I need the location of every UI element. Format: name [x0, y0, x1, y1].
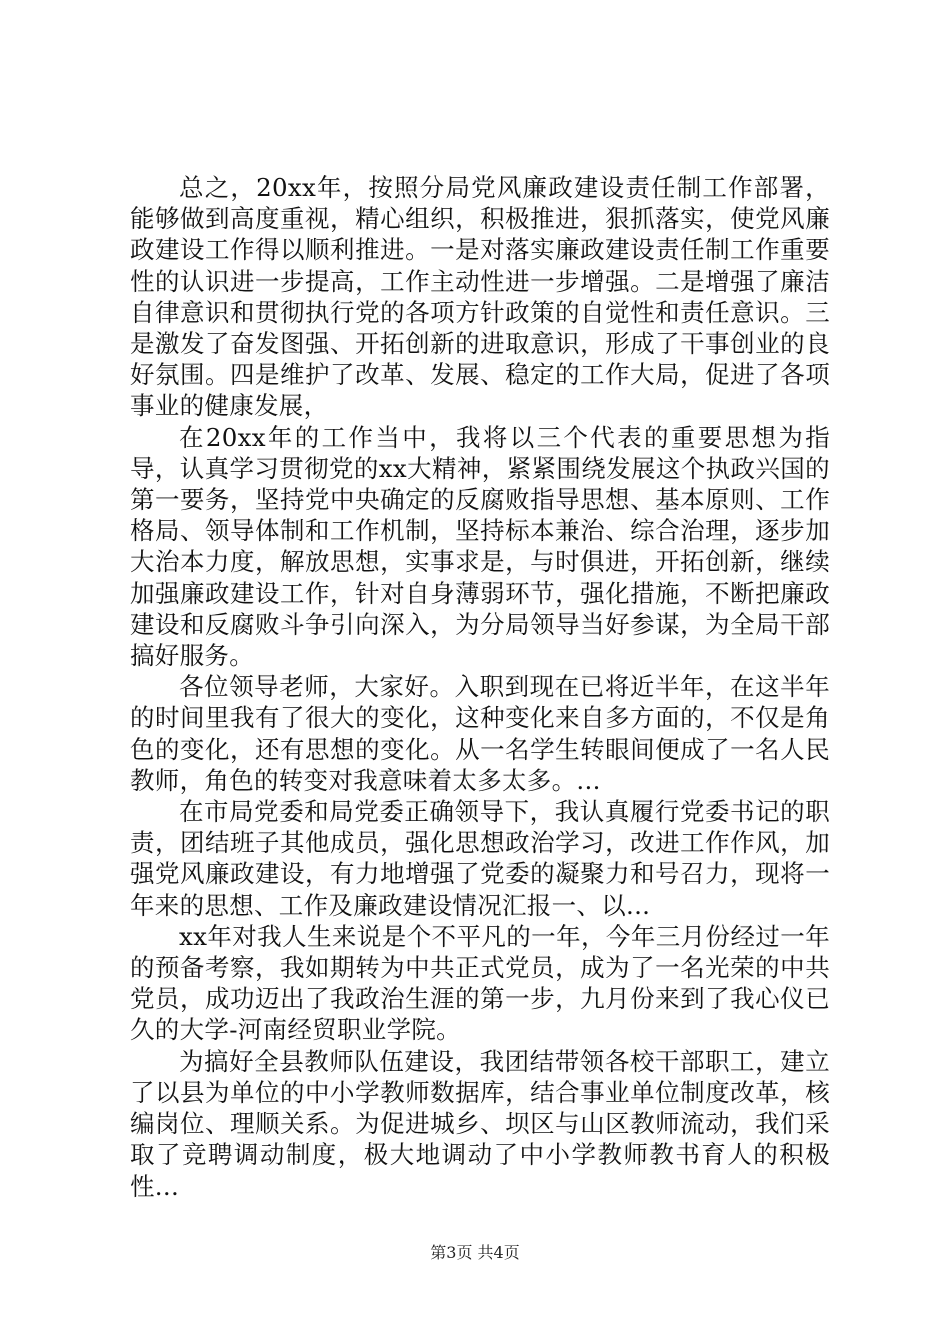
paragraph-6: 为搞好全县教师队伍建设，我团结带领各校干部职工，建立了以县为单位的中小学教师数据库，结合事业单位制度改革，核编岗位、理顺关系。为促进城乡、坝区与山区教师流动，我们采取了竞聘调动制度，极大地调动了中小学教师教书育人的积极性... [130, 1046, 830, 1201]
page-number-footer: 第3页 共4页 [430, 1243, 520, 1262]
paragraph-5: xx年对我人生来说是个不平凡的一年，今年三月份经过一年的预备考察，我如期转为中共正式党员，成为了一名光荣的中共党员，成功迈出了我政治生涯的第一步，九月份来到了我心仪已久的大学-河南经贸职业学院。 [130, 921, 830, 1045]
paragraph-1: 总之，20xx年，按照分局党风廉政建设责任制工作部署，能够做到高度重视，精心组织，积极推进，狠抓落实，使党风廉政建设工作得以顺利推进。一是对落实廉政建设责任制工作重要性的认识进一步提高，工作主动性进一步增强。二是增强了廉洁自律意识和贯彻执行党的各项方针政策的自觉性和责任意识。三是激发了奋发图强、开拓创新的进取意识，形成了干事创业的良好氛围。四是维护了改革、发展、稳定的工作大局，促进了各项事业的健康发展， [130, 173, 830, 421]
paragraph-2: 在20xx年的工作当中，我将以三个代表的重要思想为指导，认真学习贯彻党的xx大精神，紧紧围绕发展这个执政兴国的第一要务，坚持党中央确定的反腐败指导思想、基本原则、工作格局、领导体制和工作机制，坚持标本兼治、综合治理，逐步加大治本力度，解放思想，实事求是，与时俱进，开拓创新，继续加强廉政建设工作，针对自身薄弱环节，强化措施，不断把廉政建设和反腐败斗争引向深入，为分局领导当好参谋，为全局干部搞好服务。 [130, 422, 830, 671]
paragraph-3: 各位领导老师，大家好。入职到现在已将近半年，在这半年的时间里我有了很大的变化，这种变化来自多方面的，不仅是角色的变化，还有思想的变化。从一名学生转眼间便成了一名人民教师，角色的转变对我意味着太多太多。... [130, 672, 830, 795]
paragraph-4: 在市局党委和局党委正确领导下，我认真履行党委书记的职责，团结班子其他成员，强化思想政治学习，改进工作作风，加强党风廉政建设，有力地增强了党委的凝聚力和号召力，现将一年来的思想、工作及廉政建设情况汇报一、以... [130, 797, 830, 920]
document-body [130, 172, 830, 1202]
